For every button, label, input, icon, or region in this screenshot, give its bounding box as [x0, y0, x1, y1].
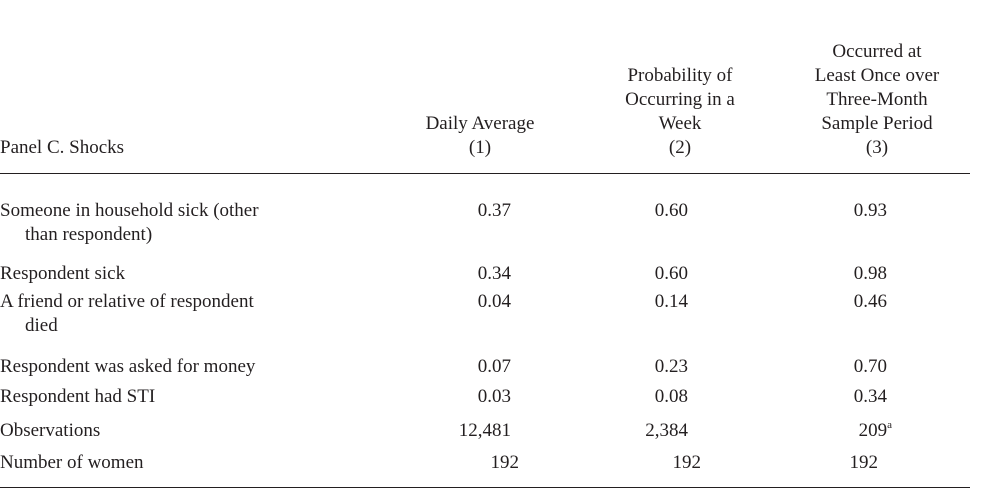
cell-occurred-period: 0.93 — [853, 200, 887, 221]
row-label-line: Number of women — [0, 452, 144, 473]
column-header-line: Three-Month — [826, 89, 928, 110]
column-header-line: (2) — [668, 137, 692, 158]
column-header-line: Least Once over — [814, 65, 940, 86]
cell-daily-average: 0.37 — [477, 200, 511, 221]
cell-occurred-period: 0.34 — [853, 386, 887, 407]
row-label-line: Respondent was asked for money — [0, 356, 256, 377]
column-header-line: Daily Average — [425, 113, 535, 134]
row-label-line: Respondent sick — [0, 263, 126, 284]
panel-label: Panel C. Shocks — [0, 137, 125, 158]
column-header-line: Probability of — [627, 65, 733, 86]
cell-probability-week: 0.23 — [654, 356, 688, 377]
row-label-line: Observations — [0, 420, 101, 441]
row-label-continuation: died — [25, 315, 58, 336]
bottom-rule — [0, 487, 970, 488]
row-label — [0, 199, 380, 247]
column-header-line: (1) — [468, 137, 492, 158]
cell-occurred-period: 0.98 — [853, 263, 887, 284]
cell-daily-average: 0.34 — [477, 263, 511, 284]
row-label — [0, 451, 380, 475]
cell-occurred-period: 0.70 — [853, 356, 887, 377]
cell-occurred-period: 0.46 — [853, 291, 887, 312]
cell-probability-week: 0.60 — [654, 263, 688, 284]
column-header-occurred-three-month — [770, 8, 984, 160]
row-label — [0, 262, 380, 286]
cell-daily-average: 0.07 — [477, 356, 511, 377]
cell-occurred-period — [859, 419, 892, 443]
row-label-line: A friend or relative of respondent — [0, 291, 254, 312]
cell-daily-average: 0.04 — [477, 291, 511, 312]
column-header-line: Occurring in a — [625, 89, 735, 110]
cell-probability-week: 0.14 — [654, 291, 688, 312]
column-header-line: Occurred at — [832, 41, 922, 62]
cell-probability-week: 192 — [672, 452, 701, 473]
column-header-daily-average — [390, 8, 570, 160]
row-label — [0, 355, 380, 379]
cell-probability-week: 0.08 — [654, 386, 688, 407]
cell-value: 209 — [858, 420, 888, 441]
cell-daily-average: 12,481 — [458, 420, 511, 441]
column-header-line: Week — [658, 113, 702, 134]
cell-occurred-period: 192 — [849, 452, 878, 473]
row-label-continuation: than respondent) — [25, 224, 153, 245]
column-header-line: (3) — [865, 137, 889, 158]
cell-probability-week: 2,384 — [645, 420, 688, 441]
cell-daily-average: 192 — [490, 452, 519, 473]
header-rule — [0, 173, 970, 174]
row-label-line: Respondent had STI — [0, 386, 156, 407]
cell-daily-average: 0.03 — [477, 386, 511, 407]
row-label — [0, 385, 380, 409]
column-header-line: Sample Period — [821, 113, 933, 134]
cell-probability-week: 0.60 — [654, 200, 688, 221]
row-label-line: Someone in household sick (other — [0, 200, 259, 221]
footnote-marker: a — [887, 419, 892, 431]
column-header-probability-week — [595, 8, 765, 160]
row-label — [0, 290, 380, 338]
row-label — [0, 419, 380, 443]
